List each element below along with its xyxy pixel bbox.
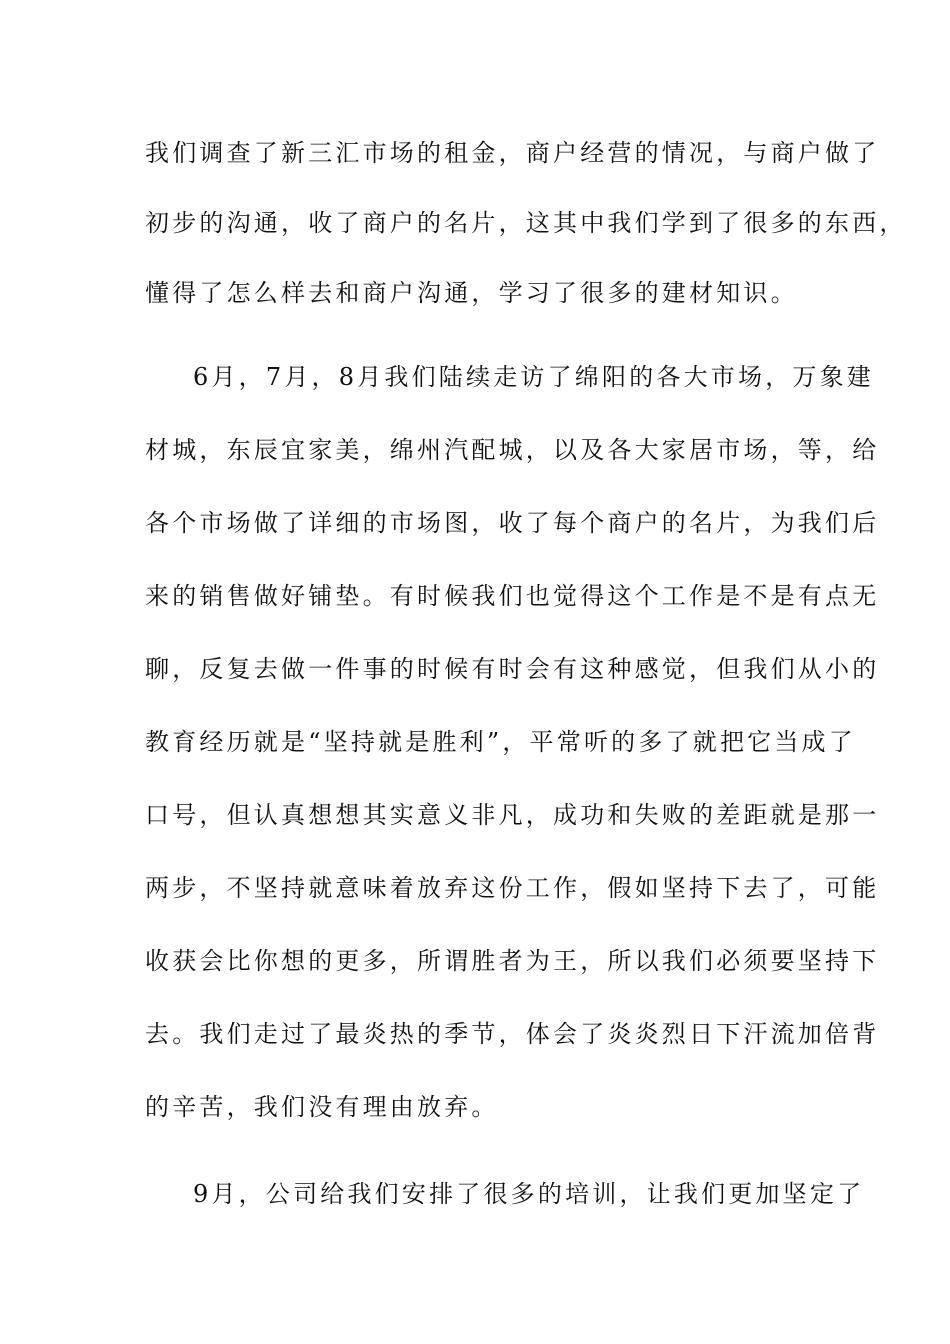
paragraph-first-line: 6月，7月，8月我们陆续走访了绵阳的各大市场，万象建 <box>193 363 875 391</box>
text-line: 两步，不坚持就意味着放弃这份工作，假如坚持下去了，可能 <box>145 874 880 902</box>
text-line: 初步的沟通，收了商户的名片，这其中我们学到了很多的东西， <box>145 209 907 237</box>
text-line: 教育经历就是“坚持就是胜利”，平常听的多了就把它当成了 <box>145 728 856 756</box>
text-line: 收获会比你想的更多，所谓胜者为王，所以我们必须要坚持下 <box>145 947 880 975</box>
text-line: 懂得了怎么样去和商户沟通，学习了很多的建材知识。 <box>145 279 798 307</box>
text-line: 材城，东辰宜家美，绵州汽配城，以及各大家居市场，等，给 <box>145 436 880 464</box>
text-line: 去。我们走过了最炎热的季节，体会了炎炎烈日下汗流加倍背 <box>145 1020 880 1048</box>
text-line: 我们调查了新三汇市场的租金，商户经营的情况，与商户做了 <box>145 139 880 167</box>
text-line: 的辛苦，我们没有理由放弃。 <box>145 1093 499 1121</box>
text-line: 各个市场做了详细的市场图，收了每个商户的名片，为我们后 <box>145 509 880 537</box>
text-line: 聊，反复去做一件事的时候有时会有这种感觉，但我们从小的 <box>145 655 880 683</box>
text-line: 来的销售做好铺垫。有时候我们也觉得这个工作是不是有点无 <box>145 582 880 610</box>
paragraph-first-line: 9月，公司给我们安排了很多的培训，让我们更加坚定了 <box>193 1180 865 1208</box>
text-line: 口号，但认真想想其实意义非凡，成功和失败的差距就是那一 <box>145 801 880 829</box>
